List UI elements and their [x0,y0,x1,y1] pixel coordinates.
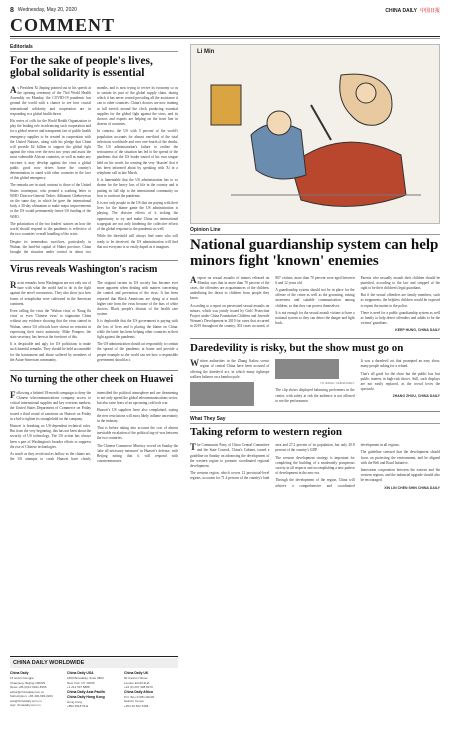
editorials-column [10,44,178,464]
paper-title: CHINA DAILY [385,7,417,14]
second-editorial-body [10,281,178,365]
office-name: China Daily [10,671,29,675]
photo-credit: YU JIANG / CHINA DAILY [319,381,355,385]
contact-line: +1 212 537 8888 [67,685,90,690]
paragraph: The remarks are in stark contrast to those of the United States counterpart, who penned a scathing letter to WHO Director-General Tedros Adhanom Ghebreyesus on the same day, in which he gave the international body a 30-day ultimatum to make major improvements or the US would permanently freeze US funding of the WHO. [10,183,91,219]
office-name: China Daily UK [124,671,149,675]
paragraph: The western development strategy is important for completing the building of a moderately prosperous society in all respects and accomplishing a new pattern of development in the new era. [275,455,355,476]
editorials-tag: Editorials [10,44,178,52]
paragraph: The polarization of the two leaders' stances on how the world should respond to the pandemic is reflective of the two countries' overall handling of the crisis. [10,221,91,237]
paragraph: As President Xi Jinping pointed out in his speech at the opening ceremony of the 73rd World Health Assembly on Monday, the COVID-19 pandemic has ground the world with a chance to see how crucial international solidarity and cooperation are in responding to a global health threat. [10,84,91,116]
section-masthead: COMMENT [10,15,440,37]
paragraph: According to a report on persecuted sexual assaults on minors, which was jointly issued by Girls' Protection Project under China Foundation Children and Juvenile Women's Development in 2019 for cases that occurred in 2019 throughout the country, 301 cases occurred, of 807 victims, more than 70 percent were aged between 6 and 12 years old. [190,275,355,329]
contact-line: +852 2518 5111 [67,704,89,709]
paragraph: While the threshold will always find some who will ready to be deceived, the US administration will find that not everyone is so easily duped as it imagines. [97,234,178,249]
paragraph: That is before taking into account the cost of almost inevitable escalation of the political tug-of-war between the two countries. [97,425,178,441]
paragraph: It is despicable and ugly for US politicians to make such harmful remarks. They should be held accountable for the harassment and abuse suffered by members of the Asian-American community. [10,342,91,362]
divider [190,411,440,412]
paragraph: The original racism in US society has become ever more apparent when dealing with matters concerning the control and prevention of the virus. It has been reported that Black Americans are dying at a much higher rate from the virus because of the bias of white doctors, Black people's distrust of the health care system. [97,280,178,317]
paragraph: Written authorities in the Zhang Jiakou scenic region of central China have been accused of offering the daredevil act, in which many tightrope walkers balance on a bamboo pole. [190,358,270,379]
paragraph: Parents who sexually assault their children should be punished, according to the law and stripped of the right to be their children's legal guardians. [360,275,440,290]
paragraph: Following a belated 18-month campaign to deny the Chinese telecommunications company access to critical international supplies and key overseas markets, the United States Department of Commerce on Friday issued a third round of sanctions on Huawei on Friday in a bid to tighten its stranglehold on the company. [10,389,91,421]
paragraph: The Chinese Commerce Ministry vowed on Sunday the 'take all necessary measures' in Huawei's defense, with Beijing noting that it will respond with countermeasures. [97,443,178,464]
paragraph: There is need for a public guardianship system as well as family to help detect offenders and adults to be the victims' guardians. [360,310,440,326]
contact-line: editor@chinadaily.com.cn [10,689,45,694]
divider [190,338,440,339]
paragraph: Even calling the virus the 'Wuhan virus' or 'Kung flu virus' or even 'Chinese virus' to stigmatize China without any evidence showing that the virus started in Wuhan, senior US officials have shown no restraint in expressing their racist animosity. Mike Pompeo, the state secretary, has been at the forefront of this. [10,308,91,339]
cartoon-illustration [191,45,440,224]
byline: KEEP HUNG, CHINA DAILY [395,328,440,333]
contact-line: App: chinadaily.com.cn [10,703,41,708]
office-name: China Daily Hong Kong [67,694,105,699]
paper-name [385,7,440,14]
byline: ZHANG ZHOU, CHINA DAILY [392,394,440,399]
paragraph: Huawei's US suppliers have also complained, saying the new restrictions will most likely inflame uncertainty in the industry. [97,408,178,423]
top-bar [10,5,440,15]
third-editorial-headline: No turning the other cheek on Huawei [10,373,174,385]
cartoon-artist: Li Min [197,49,215,55]
what-they-say-tag: What They Say [190,416,440,424]
paragraph: Through the development of the region, China will achieve a comprehensive and coordinated development in all regions. [275,443,400,488]
opinion-column [190,44,440,491]
reform-headline: Taking reform to western region [190,426,342,439]
contact-line: Hong Kong [67,699,83,704]
contact-line: London EC4N 6HA [124,680,150,685]
footer-col-3 [124,671,178,709]
footer-title: CHINA DAILY WORLDWIDE [10,658,178,668]
contact-line: 1500 Broadway, Suite 2800 [67,676,104,681]
contact-line: 90 Cannon Street [124,676,148,681]
contact-line: +254 20 522 3498 [124,703,149,708]
contact-line: Chaoyang, Beijing 100029 [10,680,46,685]
paragraph: The clip shows displayed balancing performers in the center, with safety at risk the audience is not allowed to see the performance. [275,388,355,403]
paragraph: That's all good for the show but the public has lost public interest in high-risk shows. Still, such displays are not easily replaced, as the crowd loves the spectacle. [360,371,440,392]
contact-line: New York, NY 10036 [67,680,95,685]
lead-editorial-body [10,86,178,255]
paragraph: Racist remarks from Washington are not only out of tune with what the world had to do in the fight against the novel coronavirus. They also show just how forms of xenophobia were cultivated in the American continent. [10,279,91,306]
byline: XIN LIN CHEN SHIN CHINA DAILY [384,485,440,490]
second-editorial-headline: Virus reveals Washington's racism [10,264,158,276]
worldwide-footer [10,656,178,709]
paragraph: As much as they avoid and as hollow as the claims are, the US attempts to crush Huawei have clearly intensified the political atmosphere and are threatening to not only upend the global telecommunications sector, but also raise fears of an upcoming cold tech war. [10,390,178,462]
paragraph: But if the sexual offenders are family members, such as stepparents, the helpless children would be exposed to repeat the matter to the police. [360,293,440,308]
opinion-line-tag: Opinion Line [190,227,440,235]
office-name: China Daily USA [67,671,94,675]
paragraph: It is lamentable that the US administration has to so shame for the heavy loss of life in the country and is putting its full slip to the international community on how to confront the pandemic. [97,178,178,198]
paragraph: In contrast, the US with 5 percent of the world's population accounts for almost one-third of the total infections worldwide and over one-fourth of the deaths. The US administration's failure to realize the seriousness of the situation has led to the spread of the pandemic that the US leader touted of his own tongue held on his words for creating the very 'disaster' that it has been informed about by speaking with Xi in a telephone call in late March. [97,129,178,176]
issue-date: Wednesday, May 20, 2020 [17,7,77,13]
paragraph: The western region, which covers 12 provincial-level regions, accounts for 71.4 percent of the country's land area and 27.2 percent of its population, but only 20.8 percent of the country's GDP. [190,443,355,481]
paragraph: Huawei is breaking no US-dependent technical rules. But from the very beginning, this has not been about the security of US technology. The US action has always been a part of Washington's broader efforts to suppress the rise of Chinese technologies. [10,423,91,449]
opinion-main-headline: National guardianship system can help minors fight 'known' enemies [190,237,439,269]
contact-line: +44 (0) 207 398 8270 [124,685,153,690]
footer-col-2 [67,671,121,709]
divider [10,370,178,371]
editorial-cartoon [190,44,440,224]
paragraph: The US administration should act responsibly to combat the spread of the pandemic at home and provide a proper example so the world can see how a responsible government should act. [97,342,178,362]
paragraph: It is deplorable that the US government is paying with the loss of lives and is placing the blame on China, while the latter has been helping other countries in their fight against the pandemic. [97,319,178,339]
lead-editorial-headline: For the sake of people's lives, global solidarity is essential [10,55,153,80]
paragraph: A guardianship system should not be in place for the offense of the crime as well as the grooming, raising awareness and suitable communication among children, so that they can protect themselves. [275,287,355,308]
paragraph: The guideline stressed that the development should focus on protecting the environment, and be aligned with the Belt and Road Initiative. [360,450,440,465]
contact-line: P.O. Box 27281-00100 [124,694,155,699]
paragraph: The Communist Party of China Central Committee and the State Council, China's Cabinet, issued a guideline on Sunday on advancing the development of the western region to promote coordinated regional development. [190,442,270,469]
contact-line: 15 Huixin Dongjie, [10,676,35,681]
office-name: China Daily Africa [124,689,153,694]
paper-chinese-title: 中国日报 [419,7,440,14]
opinion-main-body [190,276,440,334]
daredevil-body [190,359,440,406]
daredevil-headline: Daredevility is risky, but the show must go on [190,342,404,355]
footer-contacts [10,668,178,709]
page-number: 8 [10,6,14,14]
paragraph: His series of calls for the World Health Organization to play the leading role in advancing such cooperation and for a global reserve and transparent fair of public health emergency supplies to be created in cooperation with the United Nations, along with his pledge that China will provide $2 billion to support the global fight against the virus over the next two years and assist the most vulnerable African countries, as well as make any vaccines it may develop against the virus a global public good now drives home the country's determination to stand with other countries in the face of this global emergency. [10,119,91,181]
paragraph: Innovation cooperation between the eastern and the western regions, and the industrial upgrade should also be encouraged. [360,468,440,483]
contact-line: Subscription: +86 400-699-0203 [10,694,53,699]
paragraph: It was a daredevil act that prompted an easy show, many people asking for a refund. [360,359,440,369]
divider [10,260,178,261]
paragraph: Areport on sexual assaults of minors released on Monday says that in more than 70 percent of the cases, the offenders are acquaintances of the children, underlining the threat to children from people they know. [190,274,270,301]
paragraph: It is not only people in the US that are paying with their lives for the blame game the US administration is playing. The divisive effects of it stoking the opportunity to try and make China an international scapegoat are not only hindering the collective efforts of the global response to the pandemic as well. [97,201,178,232]
contact-line: Nairobi, Kenya [124,699,144,704]
paragraph: It is not enough for the sexual assault victims to have a national system so they can detect the danger and fight back. [275,310,355,326]
office-name: China Daily Asia Pacific [67,689,106,694]
paragraph: Despite its tremendous sacrifices, particularly in Wuhan, the hard-hit capital of Hubei province, China brought the situation under control in about two months, and is now trying to revive its economy so as to sustain its part of the global supply chain, during which it has never ceased providing all the assistance it can to other countries. China's doctors are now training at full stretch around the clock producing essential supplies for the global fight against the virus, and its doctors and experts are helping on the front line in dozens of countries. [10,85,178,254]
contact-line: sub@chinadaily.com.cn [10,698,42,703]
footer-col-1 [10,671,64,709]
reform-body [190,443,440,490]
contact-line: News +86 (0)10 6491-8366 [10,685,47,690]
third-editorial-body [10,391,178,465]
